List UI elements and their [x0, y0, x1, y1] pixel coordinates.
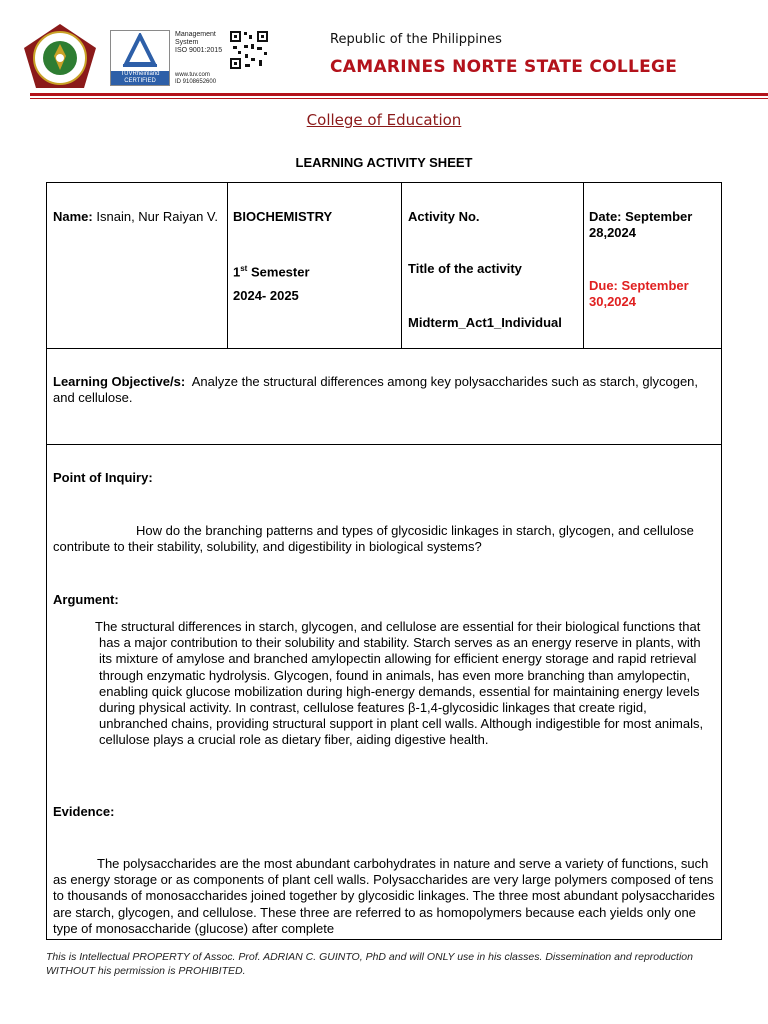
row-divider-objective [47, 444, 721, 445]
student-name-cell [53, 209, 223, 225]
activity-table [46, 182, 722, 940]
school-year: 2024- 2025 [233, 288, 299, 303]
learning-objective [53, 374, 715, 406]
subject-name: BIOCHEMISTRY [233, 209, 333, 224]
row-divider-info [47, 348, 721, 349]
management-system-text [175, 31, 222, 55]
col-divider-3 [583, 183, 584, 349]
cert-id: ID 9108652600 [175, 79, 217, 85]
inquiry-label: Point of Inquiry: [53, 470, 153, 485]
inquiry-text: How do the branching patterns and types of glycosidic linkages in starch, glycogen, and cellulose contribute to their stability, solubility, and digestibility in biological systems? [53, 523, 694, 555]
name-label: Name: [53, 209, 93, 224]
argument-text: The structural differences in starch, glycogen, and cellulose are essential for their biological functions that has a major contribution to their solubility and stability. Starch serves as an energy reserve in plants, with its mixture of amylose and branched amylopectin allowing for efficient energy storage and rapid retrieval through enzymatic hydrolysis. Glycogen, found in animals, has even more branching than amylopectin, enabling quick glucose mobilization during high-energy demands, essential for maintaining energy levels during physical activity. In contrast, cellulose features β-1,4-glycosidic linkages that create rigid, unbranched chains, providing structural support in plant cell walls. Although indigestible for most animals, cellulose plays a crucial role as dietary fiber, aiding digestive health. [95, 619, 704, 748]
republic-heading: Republic of the Philippines [330, 32, 502, 47]
objective-text: Analyze the structural differences among key polysaccharides such as starch, glycogen, and cellulose. [53, 374, 699, 406]
evidence-text: The polysaccharides are the most abundant carbohydrates in nature and serve a variety of functions, such as energy storage or as components of plant cell walls. Polysaccharides are very large polymers composed of tens to thousands of monosaccharides joined together by glycosidic linkages. The three most abundant polysaccharides are starch, glycogen, and cellulose. These three are referred to as homopolymers because each yields only one type of monosaccharide (glucose) after complete [53, 856, 715, 936]
cert-url: www.tuv.com [175, 72, 210, 78]
student-name: Isnain, Nur Raiyan V. [96, 209, 219, 224]
date-assigned: Date: September 28,2024 [589, 209, 693, 240]
college-seal-logo [22, 22, 98, 90]
qr-code-icon [229, 30, 269, 70]
semester-cell [233, 261, 310, 280]
header-divider-thin [30, 98, 768, 99]
cert-label: CERTIFIED [124, 78, 156, 84]
col-divider-1 [227, 183, 228, 349]
activity-title-label: Title of the activity [408, 261, 522, 276]
semester-number: 1 [233, 264, 241, 280]
college-name-heading: CAMARINES NORTE STATE COLLEGE [330, 57, 678, 77]
ms-line-2: System [175, 39, 199, 46]
semester-ordinal: st [240, 264, 248, 273]
cert-brand: TÜVRheinland [120, 71, 160, 77]
certificate-url-text [175, 72, 216, 86]
argument-label: Argument: [53, 592, 119, 607]
due-date: Due: September 30,2024 [589, 278, 689, 309]
objective-label: Learning Objective/s: [53, 374, 186, 389]
ms-line-3: ISO 9001:2015 [175, 47, 223, 54]
activity-title: Midterm_Act1_Individual [408, 315, 562, 330]
department-heading: College of Education [306, 111, 462, 129]
header-divider-thick [30, 93, 768, 96]
evidence-label: Evidence: [53, 804, 115, 819]
ms-line-1: Management [175, 31, 216, 38]
semester-word: Semester [250, 264, 310, 280]
sheet-title: LEARNING ACTIVITY SHEET [295, 155, 473, 170]
col-divider-2 [401, 183, 402, 349]
copyright-notice: This is Intellectual PROPERTY of Assoc. Prof. ADRIAN C. GUINTO, PhD and will ONLY use in his classes. Dissemination and reproduction WITHOUT his permission is PROHIBITED. [46, 951, 693, 977]
activity-no-label: Activity No. [408, 209, 480, 224]
tuv-certified-logo [110, 30, 170, 86]
